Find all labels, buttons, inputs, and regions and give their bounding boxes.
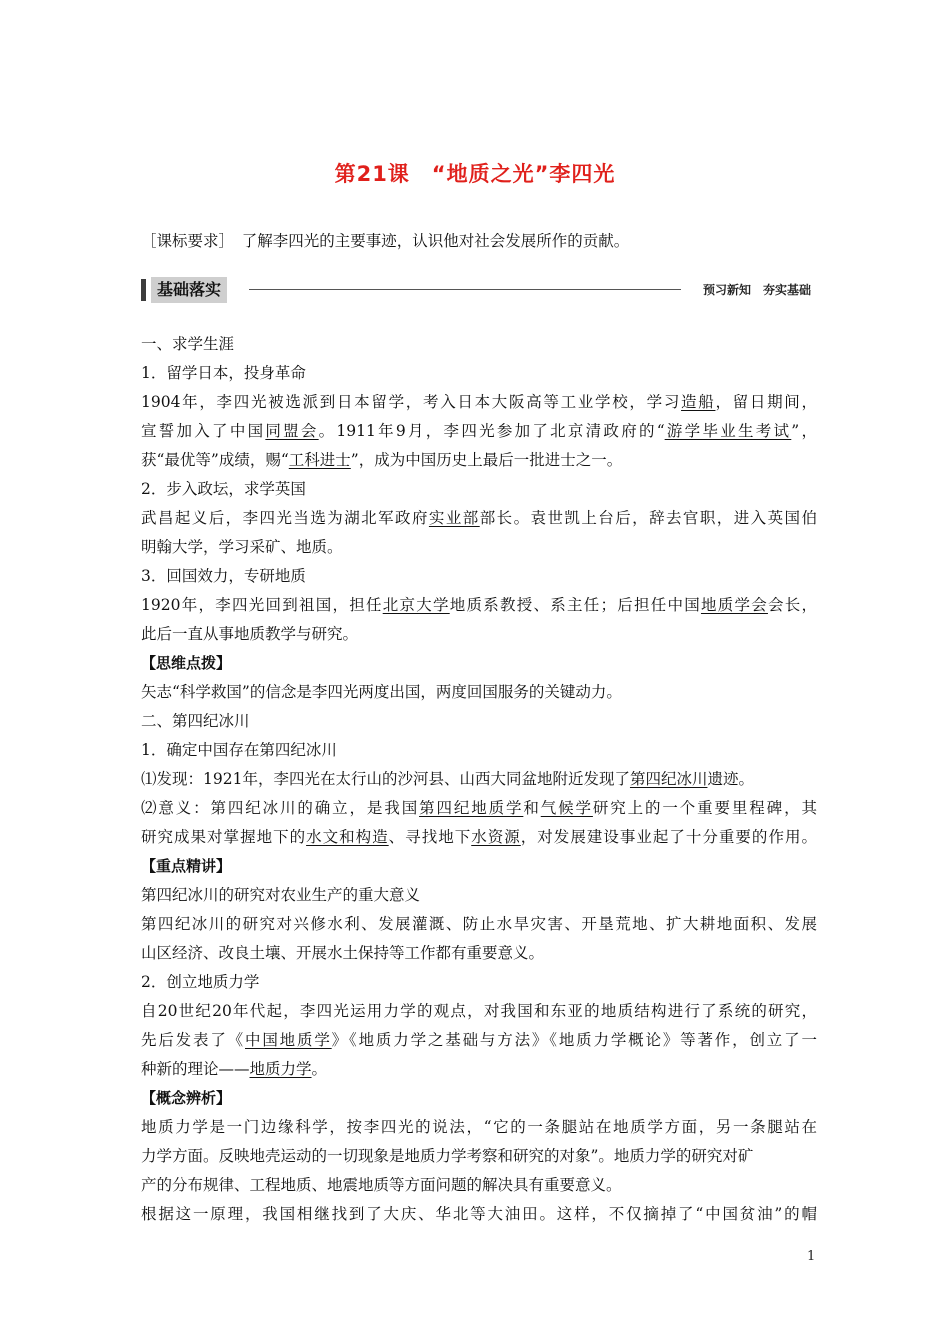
- text-line: [141, 1055, 817, 1084]
- text-run: 二、第四纪冰川: [141, 712, 250, 730]
- text-run: 会长，: [767, 596, 817, 614]
- text-line: [141, 562, 817, 591]
- text-line: [141, 388, 817, 417]
- underlined-keyword: 地质学会: [700, 596, 768, 614]
- underlined-keyword: 水文和构造: [306, 828, 389, 846]
- banner-bar: [141, 279, 146, 301]
- text-run: 研究成果对掌握地下的: [141, 828, 307, 846]
- text-run: 2．步入政坛，求学英国: [141, 480, 306, 498]
- text-run: 1904年，李四光被选派到日本留学，考入日本大阪高等工业学校，学习: [141, 393, 682, 411]
- text-run: 【思维点拨】: [141, 654, 232, 672]
- text-run: 产的分布规律、工程地质、地震地质等方面问题的解决具有重要意义。: [141, 1176, 622, 1194]
- text-run: 武昌起义后，李四光当选为湖北军政府: [141, 509, 429, 527]
- text-run: 自20世纪20年代起，李四光运用力学的观点，对我国和东亚的地质结构进行了系统的研究，: [141, 1002, 817, 1020]
- text-run: 和: [523, 799, 541, 817]
- text-run: 1．确定中国存在第四纪冰川: [141, 741, 337, 759]
- text-line: [141, 765, 817, 794]
- underlined-keyword: 北京大学: [382, 596, 450, 614]
- text-run: 。: [311, 1060, 328, 1078]
- text-run: 。1911年9月，李四光参加了北京清政府的“: [318, 422, 665, 440]
- page-number: 1: [807, 1249, 816, 1264]
- text-run: ，留日期间，: [715, 393, 817, 411]
- text-line: [141, 1142, 817, 1171]
- text-run: ⑴发现：1921年，李四光在太行山的沙河县、山西大同盆地附近发现了: [141, 770, 630, 788]
- section-callout-heading: [141, 1084, 817, 1113]
- text-run: 研究上的一个重要里程碑，其: [592, 799, 817, 817]
- text-line: [141, 446, 817, 475]
- text-run: ”，: [791, 422, 817, 440]
- curriculum-requirement: ［课标要求］ 了解李四光的主要事迹，认识他对社会发展所作的贡献。: [141, 232, 630, 250]
- underlined-keyword: 第四纪地质学: [419, 799, 524, 817]
- banner-label: 基础落实: [151, 277, 227, 303]
- text-run: 明翰大学，学习采矿、地质。: [141, 538, 343, 556]
- text-line: [141, 330, 817, 359]
- lesson-title: 第21课 “地质之光”李四光: [334, 162, 616, 186]
- underlined-keyword: 气候学: [540, 799, 593, 817]
- text-line: [141, 475, 817, 504]
- underlined-keyword: 地质力学: [249, 1060, 312, 1078]
- text-line: [141, 1171, 817, 1200]
- banner-rule: [249, 289, 681, 290]
- text-run: 宣誓加入了中国: [141, 422, 266, 440]
- text-run: 先后发表了《: [141, 1031, 245, 1049]
- text-line: [141, 359, 817, 388]
- text-run: ⑵意义：第四纪冰川的确立，是我国: [141, 799, 420, 817]
- text-run: 【概念辨析】: [141, 1089, 232, 1107]
- text-run: 遗迹。: [707, 770, 754, 788]
- underlined-keyword: 游学毕业生考试: [664, 422, 792, 440]
- underlined-keyword: 水资源: [471, 828, 521, 846]
- text-line: [141, 910, 817, 939]
- underlined-keyword: 同盟会: [265, 422, 319, 440]
- text-run: 获“最优等”成绩，赐“: [141, 451, 289, 469]
- text-run: 》《地质力学之基础与方法》《地质力学概论》等著作，创立了一: [331, 1031, 817, 1049]
- section-callout-heading: [141, 852, 817, 881]
- text-line: [141, 794, 817, 823]
- text-run: 种新的理论——: [141, 1060, 250, 1078]
- text-run: 第四纪冰川的研究对农业生产的重大意义: [141, 886, 421, 904]
- text-line: [141, 504, 817, 533]
- text-line: [141, 1026, 817, 1055]
- text-run: 一、求学生涯: [141, 335, 235, 353]
- text-line: [141, 1113, 817, 1142]
- text-line: [141, 736, 817, 765]
- underlined-keyword: 中国地质学: [245, 1031, 332, 1049]
- text-line: [141, 678, 817, 707]
- text-line: [141, 939, 817, 968]
- underlined-keyword: 造船: [681, 393, 716, 411]
- text-run: 地质力学是一门边缘科学，按李四光的说法，“它的一条腿站在地质学方面，另一条腿站在: [141, 1118, 817, 1136]
- text-run: 第四纪冰川的研究对兴修水利、发展灌溉、防止水旱灾害、开垦荒地、扩大耕地面积、发展: [141, 915, 817, 933]
- text-run: 【重点精讲】: [141, 857, 232, 875]
- text-line: [141, 881, 817, 910]
- section-banner: [141, 277, 811, 303]
- text-run: 部长。袁世凯上台后，辞去官职，进入英国伯: [479, 509, 817, 527]
- text-line: [141, 591, 817, 620]
- text-run: 、寻找地下: [388, 828, 472, 846]
- text-run: 力学方面。反映地壳运动的一切现象是地质力学考察和研究的对象”。地质力学的研究对矿: [141, 1147, 754, 1165]
- banner-tagline: 预习新知 夯实基础: [702, 283, 811, 297]
- text-line: [141, 823, 817, 852]
- text-run: ”，成为中国历史上最后一批进士之一。: [350, 451, 623, 469]
- text-run: 根据这一原理，我国相继找到了大庆、华北等大油田。这样，不仅摘掉了“中国贫油”的帽: [141, 1205, 817, 1223]
- text-run: 此后一直从事地质教学与研究。: [141, 625, 359, 643]
- text-line: [141, 707, 817, 736]
- text-line: [141, 417, 817, 446]
- text-run: 矢志“科学救国”的信念是李四光两度出国，两度回国服务的关键动力。: [141, 683, 622, 701]
- text-line: [141, 533, 817, 562]
- section-callout-heading: [141, 649, 817, 678]
- text-line: [141, 997, 817, 1026]
- underlined-keyword: 第四纪冰川: [629, 770, 708, 788]
- underlined-keyword: 工科进士: [288, 451, 351, 469]
- text-run: 3．回国效力，专研地质: [141, 567, 306, 585]
- text-run: 1．留学日本，投身革命: [141, 364, 306, 382]
- text-line: [141, 968, 817, 997]
- text-run: 1920年，李四光回到祖国，担任: [141, 596, 383, 614]
- lesson-body: [141, 330, 817, 1229]
- text-run: 地质系教授、系主任；后担任中国: [449, 596, 701, 614]
- text-line: [141, 620, 817, 649]
- underlined-keyword: 实业部: [428, 509, 480, 527]
- text-run: 山区经济、改良土壤、开展水土保持等工作都有重要意义。: [141, 944, 545, 962]
- text-run: 2．创立地质力学: [141, 973, 260, 991]
- text-run: ，对发展建设事业起了十分重要的作用。: [520, 828, 817, 846]
- text-line: [141, 1200, 817, 1229]
